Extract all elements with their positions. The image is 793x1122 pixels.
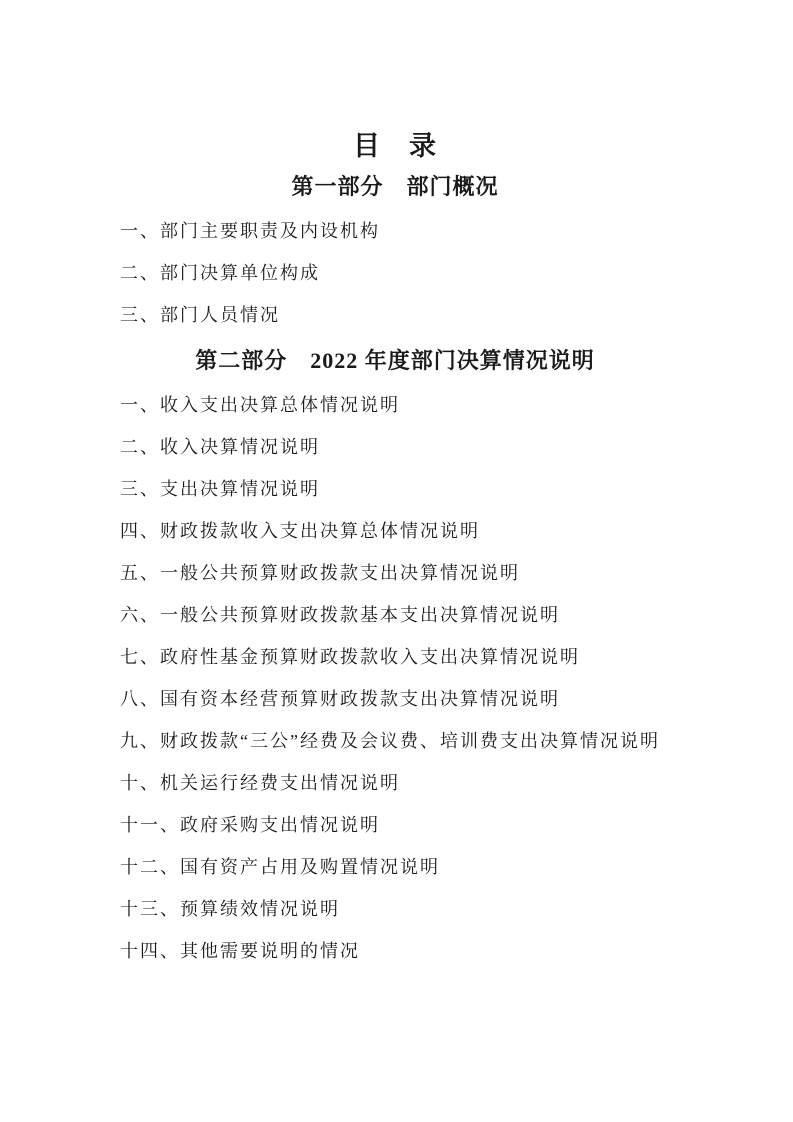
part1-heading: 第一部分 部门概况 bbox=[291, 174, 499, 199]
toc-item: 十、机关运行经费支出情况说明 bbox=[120, 773, 400, 793]
toc-item: 十一、政府采购支出情况说明 bbox=[120, 815, 380, 835]
toc-item: 五、一般公共预算财政拨款支出决算情况说明 bbox=[120, 563, 520, 583]
toc-item: 三、支出决算情况说明 bbox=[120, 479, 320, 499]
toc-item: 十三、预算绩效情况说明 bbox=[120, 899, 340, 919]
toc-item: 十四、其他需要说明的情况 bbox=[120, 941, 360, 961]
toc-item: 一、收入支出决算总体情况说明 bbox=[120, 395, 400, 415]
toc-item: 十二、国有资产占用及购置情况说明 bbox=[120, 857, 440, 877]
part2-items bbox=[120, 384, 670, 972]
toc-item: 二、部门决算单位构成 bbox=[120, 263, 320, 283]
toc-item: 三、部门人员情况 bbox=[120, 305, 280, 325]
toc-item: 六、一般公共预算财政拨款基本支出决算情况说明 bbox=[120, 605, 560, 625]
toc-item: 四、财政拨款收入支出决算总体情况说明 bbox=[120, 521, 480, 541]
toc-item: 九、财政拨款“三公”经费及会议费、培训费支出决算情况说明 bbox=[120, 731, 660, 751]
section-part2 bbox=[120, 344, 670, 972]
toc-item: 二、收入决算情况说明 bbox=[120, 437, 320, 457]
toc-item: 七、政府性基金预算财政拨款收入支出决算情况说明 bbox=[120, 647, 580, 667]
page-title: 目 录 bbox=[353, 131, 437, 161]
part2-heading: 第二部分 2022 年度部门决算情况说明 bbox=[195, 348, 595, 373]
section-part1 bbox=[120, 170, 670, 336]
toc-item: 一、部门主要职责及内设机构 bbox=[120, 221, 380, 241]
part1-items bbox=[120, 210, 670, 336]
toc-item: 八、国有资本经营预算财政拨款支出决算情况说明 bbox=[120, 689, 560, 709]
